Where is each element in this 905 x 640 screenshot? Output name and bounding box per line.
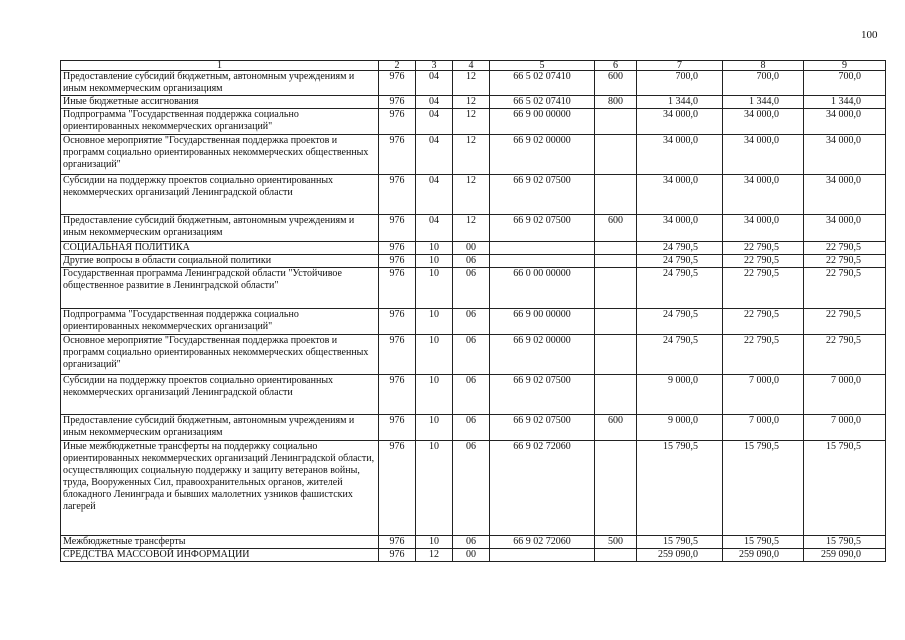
- row-description: Предоставление субсидий бюджетным, автономным учреждениям и иным некоммерческим организациям: [61, 215, 379, 242]
- row-cell-c3: 04: [416, 96, 453, 109]
- table-row: [61, 309, 886, 335]
- row-cell-c3: 10: [416, 441, 453, 536]
- row-cell-c7: 24 790,5: [637, 255, 723, 268]
- row-cell-c3: 10: [416, 309, 453, 335]
- row-cell-c6: [595, 335, 637, 375]
- row-cell-c6: [595, 309, 637, 335]
- row-cell-c5: 66 9 02 07500: [490, 175, 595, 215]
- row-cell-c7: 34 000,0: [637, 175, 723, 215]
- table-header-row: [61, 61, 886, 71]
- row-cell-c5: 66 9 02 72060: [490, 441, 595, 536]
- row-cell-c7: 1 344,0: [637, 96, 723, 109]
- row-cell-c8: 1 344,0: [723, 96, 804, 109]
- row-cell-c9: 34 000,0: [804, 109, 886, 135]
- row-cell-c5: [490, 242, 595, 255]
- row-cell-c5: 66 9 00 00000: [490, 309, 595, 335]
- row-cell-c8: 22 790,5: [723, 255, 804, 268]
- row-description: Иные бюджетные ассигнования: [61, 96, 379, 109]
- row-cell-c3: 04: [416, 175, 453, 215]
- table-row: [61, 255, 886, 268]
- row-cell-c6: 600: [595, 215, 637, 242]
- row-cell-c2: 976: [379, 215, 416, 242]
- row-cell-c4: 00: [453, 242, 490, 255]
- row-cell-c9: 1 344,0: [804, 96, 886, 109]
- row-cell-c2: 976: [379, 415, 416, 441]
- row-cell-c9: 34 000,0: [804, 135, 886, 175]
- row-cell-c9: 7 000,0: [804, 375, 886, 415]
- row-cell-c4: 06: [453, 255, 490, 268]
- row-cell-c2: 976: [379, 309, 416, 335]
- row-cell-c2: 976: [379, 242, 416, 255]
- row-cell-c4: 06: [453, 415, 490, 441]
- row-cell-c4: 12: [453, 71, 490, 96]
- row-cell-c3: 04: [416, 135, 453, 175]
- row-cell-c2: 976: [379, 549, 416, 562]
- row-cell-c7: 24 790,5: [637, 242, 723, 255]
- row-cell-c2: 976: [379, 441, 416, 536]
- row-cell-c4: 12: [453, 175, 490, 215]
- row-cell-c6: [595, 242, 637, 255]
- row-description: Другие вопросы в области социальной политики: [61, 255, 379, 268]
- row-cell-c2: 976: [379, 335, 416, 375]
- row-cell-c6: [595, 109, 637, 135]
- budget-table: [60, 60, 886, 562]
- row-description: Межбюджетные трансферты: [61, 536, 379, 549]
- row-description: Государственная программа Ленинградской области "Устойчивое общественное развитие в Ленинградской области": [61, 268, 379, 309]
- row-cell-c7: 9 000,0: [637, 415, 723, 441]
- row-description: Подпрограмма "Государственная поддержка социально ориентированных некоммерческих организаций": [61, 309, 379, 335]
- row-cell-c8: 22 790,5: [723, 309, 804, 335]
- row-cell-c4: 06: [453, 375, 490, 415]
- row-cell-c8: 22 790,5: [723, 268, 804, 309]
- row-cell-c8: 7 000,0: [723, 375, 804, 415]
- row-cell-c3: 10: [416, 335, 453, 375]
- row-cell-c5: 66 9 02 07500: [490, 375, 595, 415]
- row-cell-c5: 66 9 02 72060: [490, 536, 595, 549]
- row-cell-c2: 976: [379, 375, 416, 415]
- row-cell-c2: 976: [379, 268, 416, 309]
- row-description: Основное мероприятие "Государственная поддержка проектов и программ социально ориентированных некоммерческих общественных организаций": [61, 335, 379, 375]
- row-cell-c5: 66 9 00 00000: [490, 109, 595, 135]
- row-cell-c5: 66 9 02 00000: [490, 135, 595, 175]
- row-cell-c8: 259 090,0: [723, 549, 804, 562]
- row-cell-c7: 24 790,5: [637, 335, 723, 375]
- row-cell-c6: 500: [595, 536, 637, 549]
- row-cell-c7: 24 790,5: [637, 268, 723, 309]
- row-cell-c9: 34 000,0: [804, 175, 886, 215]
- row-cell-c2: 976: [379, 135, 416, 175]
- row-description: Предоставление субсидий бюджетным, автономным учреждениям и иным некоммерческим организациям: [61, 71, 379, 96]
- row-cell-c7: 24 790,5: [637, 309, 723, 335]
- table-row: [61, 71, 886, 96]
- row-cell-c9: 15 790,5: [804, 536, 886, 549]
- row-cell-c4: 12: [453, 215, 490, 242]
- row-cell-c5: [490, 255, 595, 268]
- row-cell-c4: 06: [453, 335, 490, 375]
- row-description: Иные межбюджетные трансферты на поддержку социально ориентированных некоммерческих организаций Ленинградской области, осуществляющих социальную поддержку и защиту ветеранов войны, труда, Вооруженных Сил, правоохранительных органов, жителей блокадного Ленинграда и бывших малолетних узников фашистских лагерей: [61, 441, 379, 536]
- column-header: 7: [637, 61, 723, 71]
- table-row: [61, 135, 886, 175]
- row-cell-c4: 06: [453, 441, 490, 536]
- row-cell-c3: 12: [416, 549, 453, 562]
- row-cell-c4: 12: [453, 135, 490, 175]
- row-cell-c8: 15 790,5: [723, 441, 804, 536]
- row-description: СРЕДСТВА МАССОВОЙ ИНФОРМАЦИИ: [61, 549, 379, 562]
- row-cell-c7: 15 790,5: [637, 536, 723, 549]
- row-cell-c8: 22 790,5: [723, 242, 804, 255]
- row-cell-c6: [595, 268, 637, 309]
- row-cell-c4: 06: [453, 309, 490, 335]
- row-cell-c4: 06: [453, 268, 490, 309]
- row-cell-c6: 800: [595, 96, 637, 109]
- column-header: 8: [723, 61, 804, 71]
- row-cell-c6: [595, 135, 637, 175]
- row-cell-c5: 66 5 02 07410: [490, 96, 595, 109]
- row-cell-c5: 66 0 00 00000: [490, 268, 595, 309]
- column-header: 4: [453, 61, 490, 71]
- row-description: Субсидии на поддержку проектов социально ориентированных некоммерческих организаций Ленинградской области: [61, 375, 379, 415]
- row-cell-c3: 04: [416, 71, 453, 96]
- row-cell-c2: 976: [379, 536, 416, 549]
- row-cell-c5: 66 5 02 07410: [490, 71, 595, 96]
- row-cell-c7: 34 000,0: [637, 135, 723, 175]
- column-header: 9: [804, 61, 886, 71]
- row-cell-c4: 12: [453, 109, 490, 135]
- row-cell-c5: 66 9 02 07500: [490, 415, 595, 441]
- table-row: [61, 415, 886, 441]
- table-row: [61, 268, 886, 309]
- row-cell-c3: 10: [416, 375, 453, 415]
- row-cell-c6: [595, 549, 637, 562]
- row-cell-c2: 976: [379, 255, 416, 268]
- row-cell-c3: 10: [416, 536, 453, 549]
- table-row: [61, 215, 886, 242]
- row-cell-c6: [595, 175, 637, 215]
- row-cell-c8: 34 000,0: [723, 135, 804, 175]
- column-header: 6: [595, 61, 637, 71]
- table-row: [61, 242, 886, 255]
- row-cell-c9: 22 790,5: [804, 335, 886, 375]
- row-cell-c6: 600: [595, 71, 637, 96]
- row-cell-c8: 22 790,5: [723, 335, 804, 375]
- row-cell-c9: 22 790,5: [804, 309, 886, 335]
- row-description: Предоставление субсидий бюджетным, автономным учреждениям и иным некоммерческим организациям: [61, 415, 379, 441]
- column-header: 1: [61, 61, 379, 71]
- row-cell-c2: 976: [379, 71, 416, 96]
- column-header: 2: [379, 61, 416, 71]
- row-cell-c9: 700,0: [804, 71, 886, 96]
- row-cell-c9: 15 790,5: [804, 441, 886, 536]
- row-cell-c8: 34 000,0: [723, 175, 804, 215]
- row-cell-c4: 06: [453, 536, 490, 549]
- row-cell-c6: [595, 255, 637, 268]
- row-cell-c4: 00: [453, 549, 490, 562]
- column-header: 3: [416, 61, 453, 71]
- row-cell-c5: 66 9 02 00000: [490, 335, 595, 375]
- row-description: Основное мероприятие "Государственная поддержка проектов и программ социально ориентированных некоммерческих общественных организаций": [61, 135, 379, 175]
- page-number: 100: [861, 29, 878, 41]
- row-cell-c7: 15 790,5: [637, 441, 723, 536]
- row-description: СОЦИАЛЬНАЯ ПОЛИТИКА: [61, 242, 379, 255]
- row-cell-c9: 34 000,0: [804, 215, 886, 242]
- row-cell-c4: 12: [453, 96, 490, 109]
- row-cell-c3: 10: [416, 255, 453, 268]
- row-cell-c9: 7 000,0: [804, 415, 886, 441]
- row-cell-c6: [595, 441, 637, 536]
- table-row: [61, 335, 886, 375]
- row-cell-c3: 04: [416, 215, 453, 242]
- row-cell-c8: 7 000,0: [723, 415, 804, 441]
- table-row: [61, 441, 886, 536]
- row-cell-c2: 976: [379, 175, 416, 215]
- column-header: 5: [490, 61, 595, 71]
- row-cell-c3: 10: [416, 242, 453, 255]
- row-cell-c9: 22 790,5: [804, 255, 886, 268]
- table-row: [61, 175, 886, 215]
- row-cell-c6: 600: [595, 415, 637, 441]
- row-cell-c2: 976: [379, 109, 416, 135]
- row-cell-c8: 34 000,0: [723, 109, 804, 135]
- row-cell-c9: 22 790,5: [804, 268, 886, 309]
- table-row: [61, 375, 886, 415]
- row-cell-c8: 700,0: [723, 71, 804, 96]
- row-cell-c9: 22 790,5: [804, 242, 886, 255]
- row-cell-c8: 34 000,0: [723, 215, 804, 242]
- row-cell-c6: [595, 375, 637, 415]
- table-row: [61, 536, 886, 549]
- table-row: [61, 549, 886, 562]
- row-cell-c2: 976: [379, 96, 416, 109]
- table-row: [61, 109, 886, 135]
- row-cell-c3: 10: [416, 415, 453, 441]
- row-cell-c7: 34 000,0: [637, 215, 723, 242]
- row-description: Субсидии на поддержку проектов социально ориентированных некоммерческих организаций Ленинградской области: [61, 175, 379, 215]
- row-cell-c3: 04: [416, 109, 453, 135]
- row-cell-c7: 34 000,0: [637, 109, 723, 135]
- row-cell-c7: 259 090,0: [637, 549, 723, 562]
- row-cell-c5: [490, 549, 595, 562]
- row-cell-c3: 10: [416, 268, 453, 309]
- row-description: Подпрограмма "Государственная поддержка социально ориентированных некоммерческих организаций": [61, 109, 379, 135]
- row-cell-c9: 259 090,0: [804, 549, 886, 562]
- row-cell-c7: 700,0: [637, 71, 723, 96]
- row-cell-c5: 66 9 02 07500: [490, 215, 595, 242]
- row-cell-c8: 15 790,5: [723, 536, 804, 549]
- table-row: [61, 96, 886, 109]
- row-cell-c7: 9 000,0: [637, 375, 723, 415]
